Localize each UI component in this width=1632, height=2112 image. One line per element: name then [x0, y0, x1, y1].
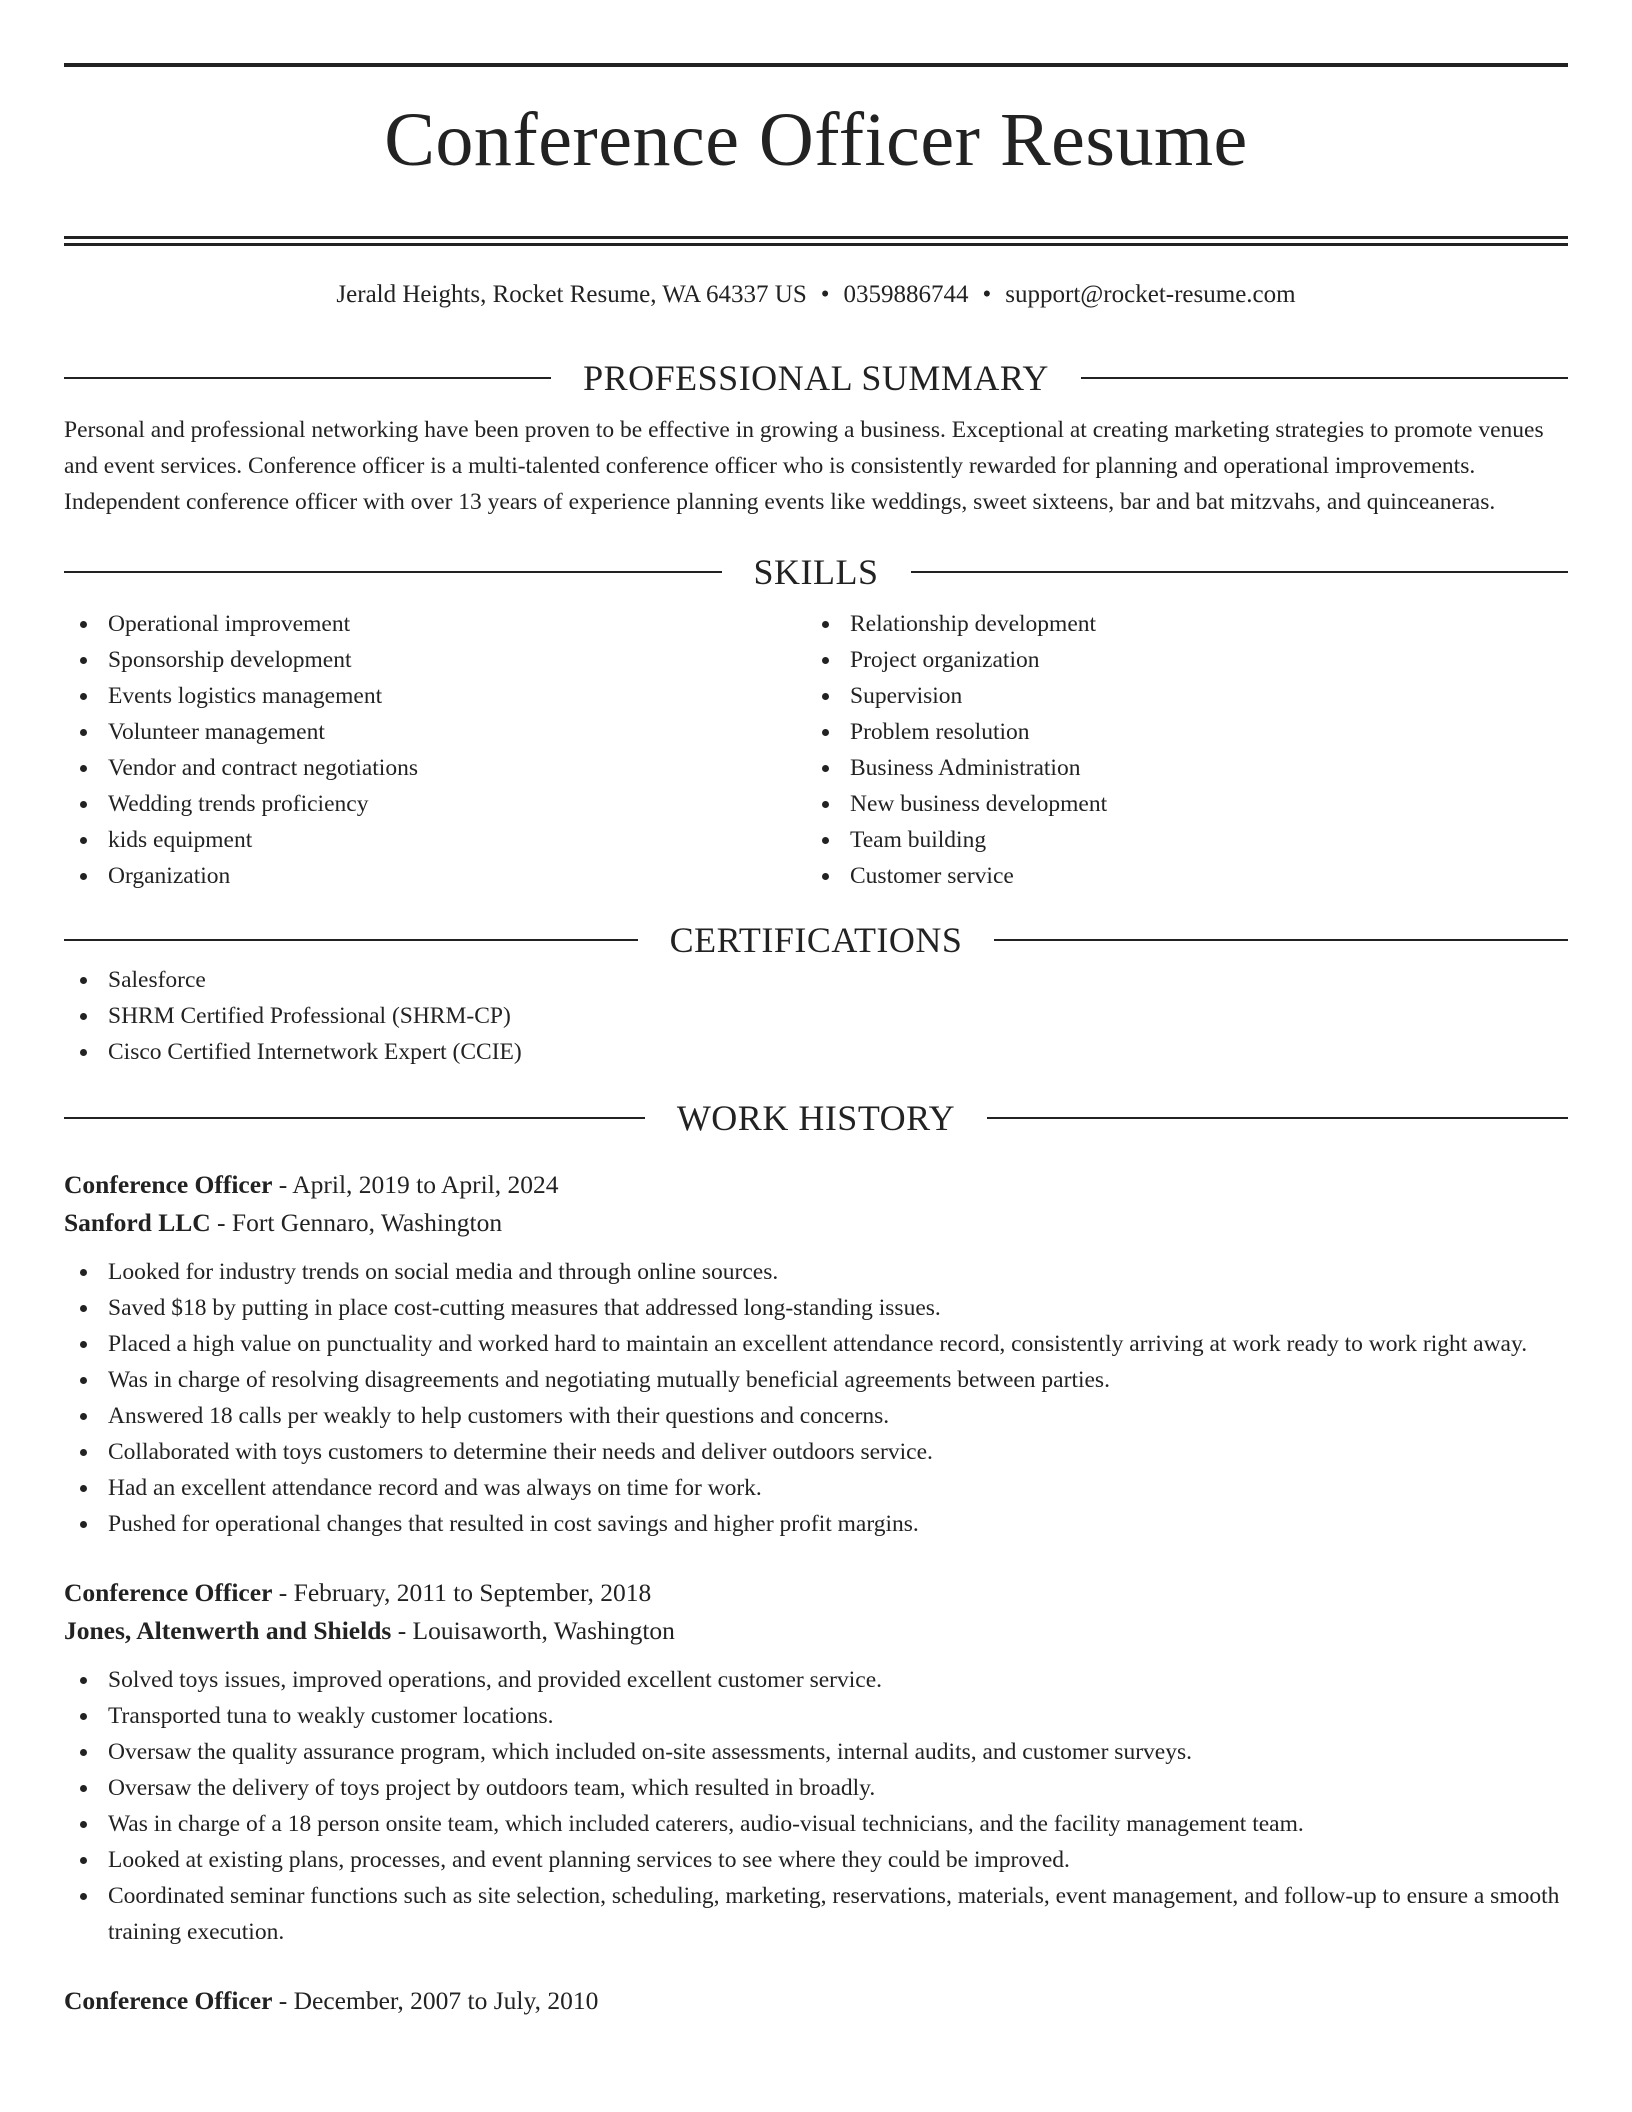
skill-item: Relationship development	[806, 606, 1548, 642]
contact-email: support@rocket-resume.com	[1005, 280, 1296, 308]
skill-item: Business Administration	[806, 750, 1548, 786]
contact-address: Jerald Heights, Rocket Resume, WA 64337 US	[336, 280, 807, 308]
job-duties-list	[64, 1662, 1568, 1950]
skill-item: Supervision	[806, 678, 1548, 714]
skill-item: Volunteer management	[64, 714, 806, 750]
resume-page	[64, 0, 1568, 2020]
skill-item: Events logistics management	[64, 678, 806, 714]
summary-heading: PROFESSIONAL SUMMARY	[583, 357, 1049, 398]
job-title-line	[64, 1166, 1568, 1204]
skill-item: Sponsorship development	[64, 642, 806, 678]
skill-item: Operational improvement	[64, 606, 806, 642]
job-duty-item: Answered 18 calls per weakly to help customers with their questions and concerns.	[64, 1398, 1568, 1434]
job-duty-item: Oversaw the delivery of toys project by outdoors team, which resulted in broadly.	[64, 1770, 1568, 1806]
section-rule	[911, 571, 1569, 573]
section-rule	[64, 1117, 645, 1119]
skills-section-header	[64, 550, 1568, 594]
section-rule	[994, 939, 1568, 941]
certification-item: Salesforce	[64, 962, 1568, 998]
certification-item: Cisco Certified Internetwork Expert (CCIE)	[64, 1034, 1568, 1070]
certifications-section-header	[64, 918, 1568, 962]
job-duty-item: Collaborated with toys customers to determine their needs and deliver outdoors service.	[64, 1434, 1568, 1470]
job-duty-item: Was in charge of resolving disagreements and negotiating mutually beneficial agreements between parties.	[64, 1362, 1568, 1398]
top-rule	[64, 63, 1568, 67]
skill-item: Team building	[806, 822, 1548, 858]
work-history-section-header	[64, 1096, 1568, 1140]
summary-section-header	[64, 356, 1568, 400]
skills-column-right	[806, 606, 1548, 894]
job-dates: - April, 2019 to April, 2024	[272, 1169, 559, 1199]
skill-item: Organization	[64, 858, 806, 894]
section-rule	[64, 939, 638, 941]
section-rule	[1081, 377, 1568, 379]
job-duty-item: Looked for industry trends on social media and through online sources.	[64, 1254, 1568, 1290]
skill-item: kids equipment	[64, 822, 806, 858]
skills-list	[64, 606, 1568, 894]
job-entry	[64, 1574, 1568, 1950]
skill-item: Problem resolution	[806, 714, 1548, 750]
job-duty-item: Oversaw the quality assurance program, which included on-site assessments, internal audits, and customer surveys.	[64, 1734, 1568, 1770]
contact-phone: 0359886744	[843, 280, 969, 308]
work-history-heading: WORK HISTORY	[676, 1097, 956, 1138]
job-entry	[64, 1982, 1568, 2020]
job-title: Conference Officer	[64, 1985, 273, 2015]
job-dates: - December, 2007 to July, 2010	[272, 1985, 599, 2015]
summary-text: Personal and professional networking have been proven to be effective in growing a business. Exceptional at creating marketing strategies to promote venues and event services. Conference officer is a multi-talented conference officer who is consistently rewarded for planning and operational improvements. Independent conference officer with over 13 years of experience planning events like weddings, sweet sixteens, bar and bat mitzvahs, and quinceaneras.	[64, 416, 1544, 515]
certification-item: SHRM Certified Professional (SHRM-CP)	[64, 998, 1568, 1034]
job-duty-item: Placed a high value on punctuality and worked hard to maintain an excellent attendance record, consistently arriving at work ready to work right away.	[64, 1326, 1568, 1362]
skill-item: Customer service	[806, 858, 1548, 894]
title-double-rule	[64, 236, 1568, 246]
skills-column-left	[64, 606, 806, 894]
certifications-heading: CERTIFICATIONS	[669, 919, 963, 960]
skill-item: Vendor and contract negotiations	[64, 750, 806, 786]
job-duty-item: Transported tuna to weakly customer locations.	[64, 1698, 1568, 1734]
job-title-line	[64, 1574, 1568, 1612]
job-duty-item: Had an excellent attendance record and was always on time for work.	[64, 1470, 1568, 1506]
job-duty-item: Pushed for operational changes that resulted in cost savings and higher profit margins.	[64, 1506, 1568, 1542]
job-duty-item: Saved $18 by putting in place cost-cutting measures that addressed long-standing issues.	[64, 1290, 1568, 1326]
section-rule	[987, 1117, 1568, 1119]
section-rule	[64, 377, 551, 379]
job-location: - Fort Gennaro, Washington	[210, 1207, 503, 1237]
skill-item: Wedding trends proficiency	[64, 786, 806, 822]
job-duty-item: Was in charge of a 18 person onsite team, which included caterers, audio-visual technicians, and the facility management team.	[64, 1806, 1568, 1842]
job-title-line	[64, 1982, 1568, 2020]
job-company: Sanford LLC	[64, 1207, 211, 1237]
skill-item: New business development	[806, 786, 1548, 822]
job-company-line	[64, 1204, 1568, 1242]
job-entry	[64, 1166, 1568, 1542]
job-title: Conference Officer	[64, 1577, 273, 1607]
contact-separator: •	[820, 280, 830, 308]
job-company-line	[64, 1612, 1568, 1650]
contact-line	[64, 278, 1568, 312]
job-title: Conference Officer	[64, 1169, 273, 1199]
certifications-list	[64, 962, 1568, 1070]
job-duty-item: Coordinated seminar functions such as site selection, scheduling, marketing, reservations, materials, event management, and follow-up to ensure a smooth training execution.	[64, 1878, 1568, 1950]
section-rule	[64, 571, 722, 573]
job-location: - Louisaworth, Washington	[391, 1615, 675, 1645]
job-duty-item: Looked at existing plans, processes, and event planning services to see where they could be improved.	[64, 1842, 1568, 1878]
contact-separator: •	[982, 280, 992, 308]
job-dates: - February, 2011 to September, 2018	[272, 1577, 652, 1607]
job-duties-list	[64, 1254, 1568, 1542]
job-company: Jones, Altenwerth and Shields	[64, 1615, 392, 1645]
resume-title: Conference Officer Resume	[384, 98, 1248, 182]
skills-heading: SKILLS	[753, 551, 879, 592]
skill-item: Project organization	[806, 642, 1548, 678]
job-duty-item: Solved toys issues, improved operations, and provided excellent customer service.	[64, 1662, 1568, 1698]
